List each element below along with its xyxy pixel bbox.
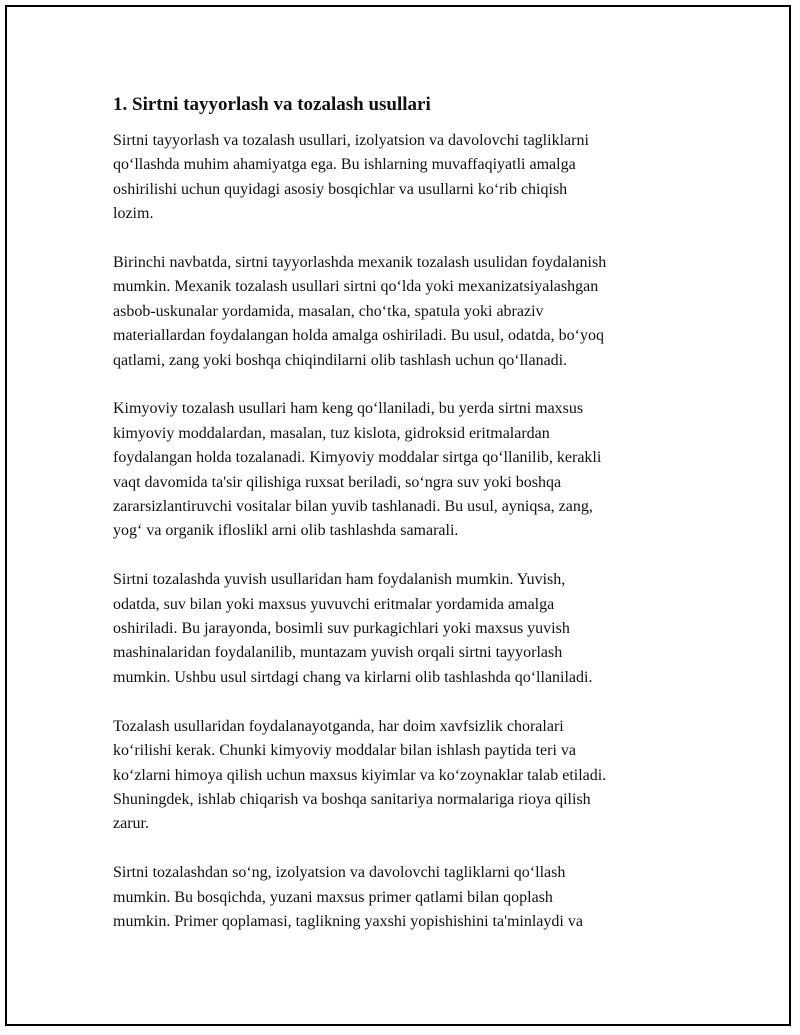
section-heading: 1. Sirtni tayyorlash va tozalash usullari [113,94,431,115]
paragraph-1 [113,129,687,227]
text-line: ko‘rilishi kerak. Chunki kimyoviy moddalar bilan ishlash paytida teri va [113,742,577,760]
paragraph-5 [113,715,687,837]
paragraph-4 [113,568,687,690]
text-line: asbob-uskunalar yordamida, masalan, cho‘tka, spatula yoki abraziv [113,302,544,320]
text-line: materiallardan foydalangan holda amalga oshiriladi. Bu usul, odatda, bo‘yoq [113,327,604,345]
paragraph-6 [113,861,687,934]
text-line: yog‘ va organik ifloslikl arni olib tashlashda samarali. [113,522,459,540]
text-line: odatda, suv bilan yoki maxsus yuvuvchi eritmalar yordamida amalga [113,595,555,613]
text-line: qo‘llashda muhim ahamiyatga ega. Bu ishlarning muvaffaqiyatli amalga [113,156,576,174]
text-line: mumkin. Mexanik tozalash usullari sirtni qo‘lda yoki mexanizatsiyalashgan [113,278,599,296]
text-line: mumkin. Primer qoplamasi, taglikning yaxshi yopishishini ta'minlaydi va [113,912,583,930]
text-line: Sirtni tozalashdan so‘ng, izolyatsion va davolovchi tagliklarni qo‘llash [113,864,566,882]
text-line: Tozalash usullaridan foydalanayotganda, har doim xavfsizlik choralari [113,717,564,735]
text-line: oshirilishi uchun quyidagi asosiy bosqichlar va usullarni ko‘rib chiqish [113,180,568,198]
text-line: Shuningdek, ishlab chiqarish va boshqa sanitariya normalariga rioya qilish [113,790,591,808]
text-line: Sirtni tayyorlash va tozalash usullari, izolyatsion va davolovchi tagliklarni [113,132,589,149]
text-line: qatlami, zang yoki boshqa chiqindilarni olib tashlash uchun qo‘llanadi. [113,351,568,369]
text-line: zarur. [113,815,149,833]
text-line: oshiriladi. Bu jarayonda, bosimli suv purkagichlari yoki maxsus yuvish [113,620,570,638]
paragraph-3 [113,397,687,543]
text-line: vaqt davomida ta'sir qilishiga ruxsat beriladi, so‘ngra suv yoki boshqa [113,473,562,491]
text-line: foydalangan holda tozalanadi. Kimyoviy moddalar sirtga qo‘llanilib, kerakli [113,449,602,467]
text-line: Sirtni tozalashda yuvish usullaridan ham foydalanish mumkin. Yuvish, [113,571,566,589]
text-line: mashinalaridan foydalanilib, muntazam yuvish orqali sirtni tayyorlash [113,644,563,662]
text-line: Kimyoviy tozalash usullari ham keng qo‘llaniladi, bu yerda sirtni maxsus [113,400,584,418]
text-line: ko‘zlarni himoya qilish uchun maxsus kiyimlar va ko‘zoynaklar talab etiladi. [113,766,607,784]
text-line: mumkin. Bu bosqichda, yuzani maxsus primer qatlami bilan qoplash [113,888,553,906]
paragraph-2 [113,251,687,373]
text-line: Birinchi navbatda, sirtni tayyorlashda mexanik tozalash usulidan foydalanish [113,254,607,272]
text-line: kimyoviy moddalardan, masalan, tuz kislota, gidroksid eritmalardan [113,424,550,442]
document-body [113,92,687,959]
text-line: lozim. [113,205,154,223]
text-line: zararsizlantiruvchi vositalar bilan yuvib tashlanadi. Bu usul, ayniqsa, zang, [113,498,593,516]
text-line: mumkin. Ushbu usul sirtdagi chang va kirlarni olib tashlashda qo‘llaniladi. [113,668,593,686]
